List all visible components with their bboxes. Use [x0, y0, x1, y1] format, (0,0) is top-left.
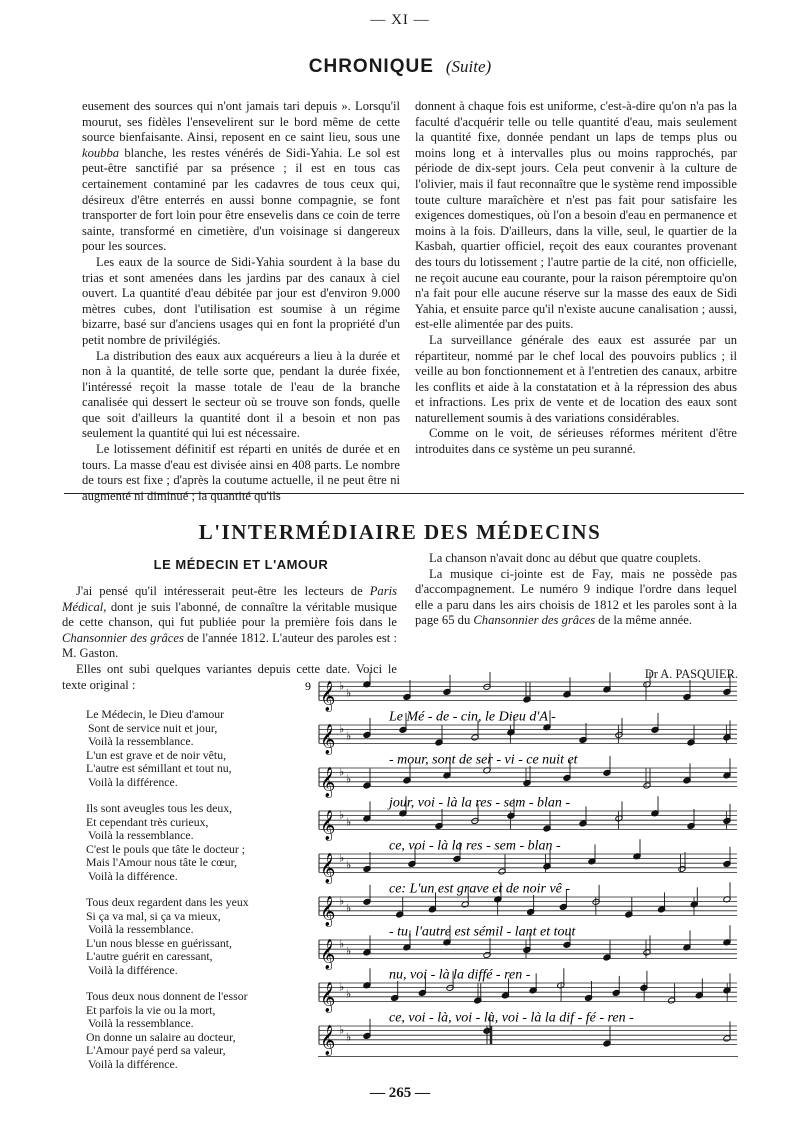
- verse-line: L'un nous blesse en guérissant,: [86, 935, 232, 950]
- verse-line: Voilà la différence.: [88, 868, 178, 883]
- verse-line: L'un est grave et de noir vêtu,: [86, 747, 227, 762]
- stanza: [86, 990, 316, 1071]
- flat-sign-icon: ♭: [346, 902, 352, 915]
- treble-clef-icon: 𝄞: [320, 896, 336, 927]
- verse-line: L'autre est sémillant et tout nu,: [86, 761, 232, 775]
- verse-line: Tous deux regardent dans les yeux: [86, 895, 249, 909]
- treble-clef-icon: 𝄞: [320, 681, 336, 712]
- chronique-paragraph: Les eaux de la source de Sidi-Yahia sourdent à la base du trias et sont amenées dans les jardins par des canaux à ciel ouvert. La quantité d'eau débitée par jour est d'environ 9.000 mètres cubes, dont l'utilisation est soumise à un régime bizarre, basé sur d'anciens usages qui en font la propriété d'un petit nombre de privilégiés.: [82, 254, 400, 347]
- page-header-roman: — XI —: [370, 12, 430, 28]
- verse-line: On donne un salaire au docteur,: [86, 1029, 236, 1044]
- treble-clef-icon: 𝄞: [320, 1025, 336, 1056]
- treble-clef-icon: 𝄞: [320, 767, 336, 798]
- flat-sign-icon: ♭: [346, 859, 352, 872]
- verse-line: L'autre guérit en caressant,: [86, 949, 213, 963]
- score-number: 9: [305, 679, 311, 693]
- verse-line: Tous deux nous donnent de l'essor: [86, 989, 248, 1003]
- treble-clef-icon: 𝄞: [320, 724, 336, 755]
- footer-rule: [318, 1056, 738, 1057]
- chronique-paragraph: La surveillance générale des eaux est assurée par un répartiteur, nommé par le chef local des pouvoirs publics ; il veille au bon fonctionnement et à l'entretien des canaux, arbitre les conflits et aide à la constatation et à la répression des abus et infractions. Les prix de vente et de location des eaux sont naturellement soumis à des variations considérables.: [415, 332, 737, 425]
- treble-clef-icon: 𝄞: [320, 939, 336, 970]
- flat-sign-icon: ♭: [346, 687, 352, 700]
- chronique-paragraph: Le lotissement définitif est réparti en unités de durée et en tours. La masse d'eau est divisée ainsi en 408 parts. Le nombre de tours est fixe ; d'après la coutume actuelle, il ne peut être ni augmenté ni diminué ; la quantité qu'ils: [82, 442, 400, 503]
- flat-sign-icon: ♭: [339, 809, 345, 822]
- chronique-left-column: [82, 99, 400, 504]
- score-lyric-line: - tu, l'autre est sémil - lant et tout: [389, 924, 576, 940]
- stanza: [86, 802, 316, 883]
- verse-line: C'est le pouls que tâte le docteur ;: [86, 841, 246, 856]
- score-lyric-line: ce, voi - là la res - sem - blan -: [389, 838, 561, 854]
- verse-line: Voilà la différence.: [88, 774, 178, 789]
- chronique-paragraph: La distribution des eaux aux acquéreurs a lieu à la durée et non à la quantité, de telle sorte que, pendant la durée fixée, l'intéressé reçoit la masse totale de l'eau de la branche canalisée qui dessert le secteur où se trouve son fonds, quelle que soit d'ailleurs la quantité dont il a besoin et non pas seulement la quantité qui lui est nécessaire.: [82, 348, 400, 441]
- verse-line: Voilà la ressemblance.: [88, 1016, 194, 1030]
- flat-sign-icon: ♭: [346, 945, 352, 958]
- chronique-heading: [0, 56, 800, 78]
- score-lyric-line: Le Mé - de - cin, le Dieu d'A -: [389, 709, 556, 725]
- score-lyric-line: jour, voi - là la res - sem - blan -: [389, 795, 571, 811]
- stanza: [86, 896, 316, 977]
- verse-line: Voilà la différence.: [88, 962, 178, 977]
- flat-sign-icon: ♭: [346, 773, 352, 786]
- stanza: [86, 708, 316, 789]
- treble-clef-icon: 𝄞: [320, 982, 336, 1013]
- score-lyric-line: nu, voi - là la diffé - ren -: [389, 967, 531, 983]
- verse-line: Voilà la ressemblance.: [88, 828, 194, 842]
- treble-clef-icon: 𝄞: [320, 810, 336, 841]
- music-score: [305, 672, 745, 1056]
- chronique-paragraph: donnent à chaque fois est uniforme, c'est-à-dire qu'on n'a pas la faculté d'acquérir telle ou telle quantité d'eau, mais seulement la quantité fixe, donnée pendant un laps de temps plus ou moins long et à intervalles plus ou moins rapprochés, par période de dix-sept jours. Cela peut convenir à la culture de l'olivier, mais il faut reconnaître que le système rend impossible toute culture maraîchère et n'est pas fait pour satisfaire les exigences domestiques, où l'on a besoin d'eau en permanence et moins à la fois. D'ailleurs, dans la ville, seul, le quartier de la Kasbah, quartier officiel, reçoit des eaux courantes provenant des tours du lotissement ; l'autre partie de la cité, non officielle, ne reçoit aucune eau courante, pour la raison péremptoire qu'on n'a fait pour elle aucune réserve sur la masse des eaux de Sidi Yahia, et ensuite parce qu'il n'existe aucune canalisation ; aussi, est-elle alimentée par des puits.: [415, 99, 737, 332]
- verse-line: Voilà la ressemblance.: [88, 922, 194, 936]
- chronique-paragraph: Comme on le voit, de sérieuses réformes méritent d'être introduites dans ce système un peu suranné.: [415, 426, 737, 457]
- author-signature: Dr A. PASQUIER.: [644, 667, 738, 681]
- flat-sign-icon: ♭: [346, 730, 352, 743]
- chronique-paragraph: eusement des sources qui n'ont jamais tari depuis ». Lorsqu'il mourut, ses fidèles l'ensevelirent sur le bord même de cette source bienfaisante. Ainsi, reposent en ce saint lieu, sous une koubba blanche, les restes vénérés de Sidi-Yahia. Le sol est peut-être sanctifié par sa présence ; il est en tous cas certainement contaminé par les cadavres de tous ceux qui, désireux d'être enterrés en aussi bonne compagnie, se font transporter de fort loin pour être ensevelis dans ce coin de terre sainte, transformé en cimetière, d'un voisinage si dangereux pour les sources.: [82, 99, 400, 254]
- flat-sign-icon: ♭: [346, 1031, 352, 1044]
- article-paragraph: J'ai pensé qu'il intéresserait peut-être les lecteurs de Paris Médical, dont je suis l'abonné, de connaître la véritable musique de cette chanson, qui fut publiée pour la première fois dans le Chansonnier des grâces de l'année 1812. L'auteur des paroles est : M. Gaston.: [62, 584, 397, 661]
- article-intro-right: [415, 551, 737, 629]
- score-lyric-line: ce: L'un est grave et de noir vê -: [389, 881, 571, 897]
- section-divider: [64, 493, 744, 494]
- flat-sign-icon: ♭: [339, 680, 345, 693]
- article-paragraph: La musique ci-jointe est de Fay, mais ne possède pas d'accompagnement. Le numéro 9 indique l'ordre dans lequel elle a paru dans les airs choisis de 1812 et les paroles sont à la page 65 du Chansonnier des grâces de la même année.: [415, 566, 737, 628]
- flat-sign-icon: ♭: [339, 1024, 345, 1037]
- flat-sign-icon: ♭: [339, 981, 345, 994]
- flat-sign-icon: ♭: [346, 816, 352, 829]
- verse-line: Sont de service nuit et jour,: [88, 720, 218, 735]
- page-number: — 265 —: [370, 1085, 430, 1101]
- flat-sign-icon: ♭: [339, 938, 345, 951]
- verse-line: Voilà la ressemblance.: [88, 734, 194, 748]
- chronique-title: CHRONIQUE: [308, 56, 434, 77]
- verse-line: Voilà la différence.: [88, 1056, 178, 1071]
- article-subtitle: LE MÉDECIN ET L'AMOUR: [153, 557, 329, 572]
- article-paragraph: La chanson n'avait donc au début que quatre couplets.: [429, 551, 701, 565]
- verse-line: Et cependant très curieux,: [86, 814, 209, 829]
- verse-line: Si ça va mal, si ça va mieux,: [86, 908, 221, 923]
- flat-sign-icon: ♭: [339, 766, 345, 779]
- score-lyric-line: ce, voi - là, voi - là, voi - là la dif - fé - ren -: [389, 1010, 634, 1026]
- chronique-suffix: (Suite): [445, 57, 492, 76]
- song-lyrics: [86, 708, 316, 1084]
- verse-line: Mais l'Amour nous tâte le cœur,: [86, 855, 238, 869]
- verse-line: Ils sont aveugles tous les deux,: [86, 801, 233, 815]
- verse-line: Et parfois la vie ou la mort,: [86, 1002, 216, 1017]
- flat-sign-icon: ♭: [339, 852, 345, 865]
- verse-line: Le Médecin, le Dieu d'amour: [86, 707, 225, 721]
- flat-sign-icon: ♭: [346, 988, 352, 1001]
- intermediaire-title: L'INTERMÉDIAIRE DES MÉDECINS: [198, 520, 602, 544]
- verse-line: L'Amour payé perd sa valeur,: [86, 1043, 226, 1057]
- score-lyric-line: - mour, sont de ser - vi - ce nuit et: [389, 752, 578, 768]
- article-paragraph: Elles ont subi quelques variantes depuis cette date. Voici le texte original :: [62, 661, 397, 692]
- flat-sign-icon: ♭: [339, 723, 345, 736]
- flat-sign-icon: ♭: [339, 895, 345, 908]
- chronique-right-column: [415, 99, 737, 458]
- treble-clef-icon: 𝄞: [320, 853, 336, 884]
